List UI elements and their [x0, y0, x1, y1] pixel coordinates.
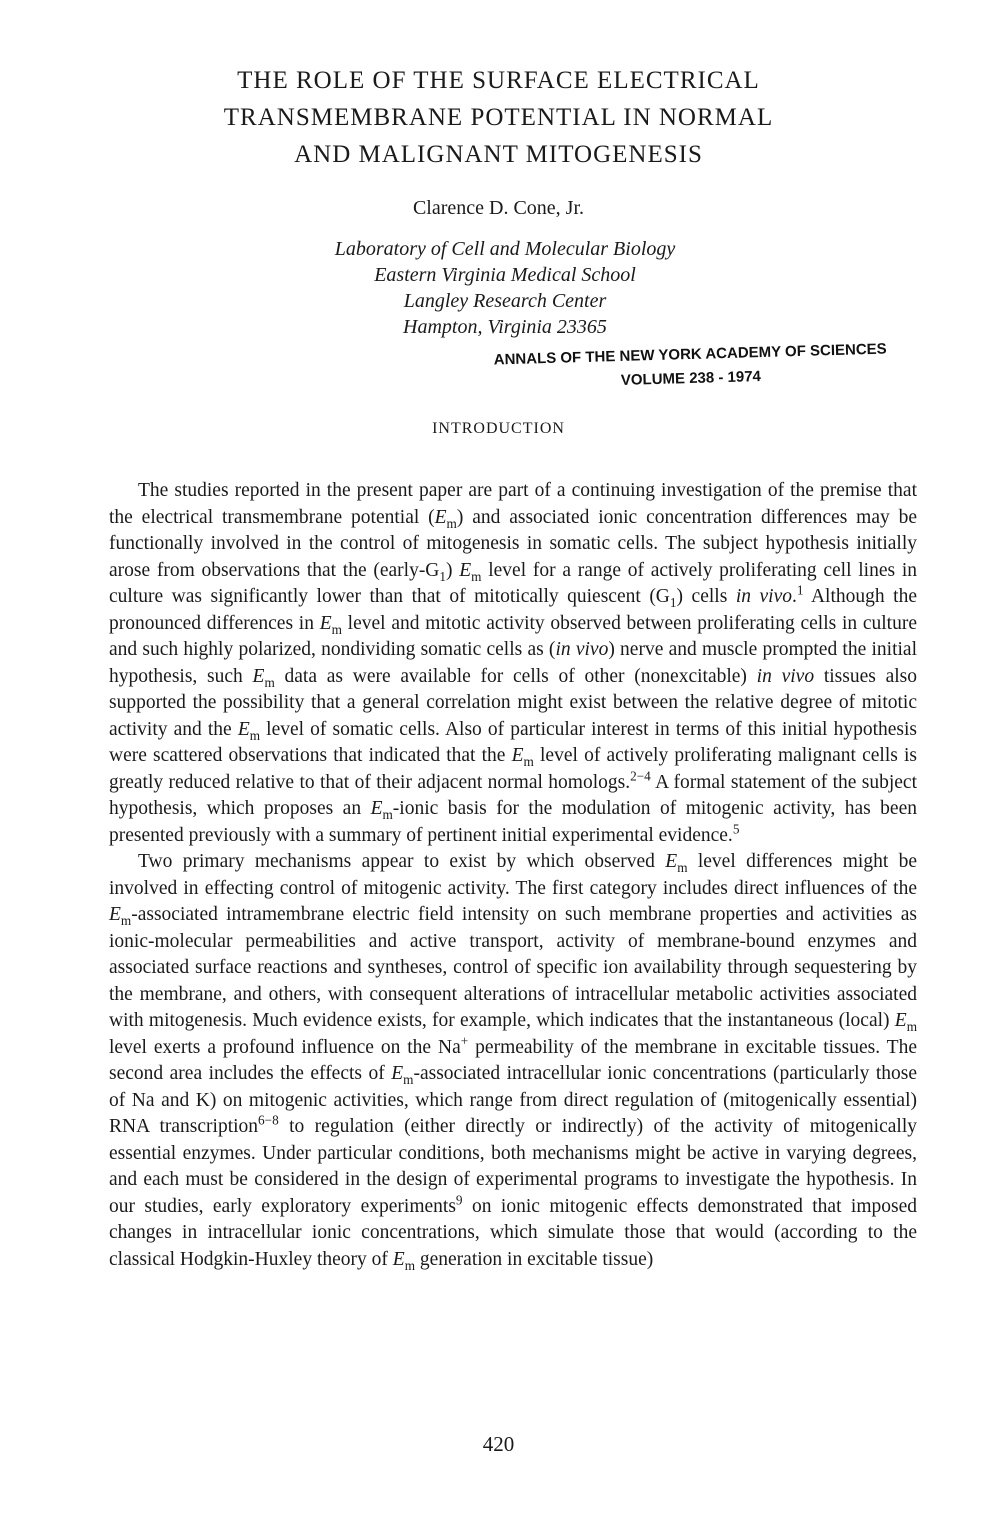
stamp-journal-name: ANNALS OF THE NEW YORK ACADEMY OF SCIENCES	[493, 340, 887, 369]
author-name: Clarence D. Cone, Jr.	[412, 197, 585, 219]
body-text	[109, 478, 917, 1273]
paragraph-2: Two primary mechanisms appear to exist by which observed $E_m$ level differences might be involved in effecting control of mitogenic activity. The first category includes direct influences of the $E_m$-associated intramembrane electric field intensity on such membrane properties and activities as ionic-molecular permeabilities and active transport, activity of membrane-bound enzymes and associated surface reactions and syntheses, control of specific ion availability through sequestering by the membrane, and others, with consequent alterations of intracellular metabolic activities associated with mitogenesis. Much evidence exists, for example, which indicates that the instantaneous (local) $E_m$ level exerts a profound influence on the Na+ permeability of the membrane in excitable tissues. The second area includes the effects of $E_m$-associated intracellular ionic concentrations (particularly those of Na and K) on mitogenic activities, which range from direct regulation of (mitogenically essential) RNA transcription$^{6-8}$ to regulation (either directly or indirectly) of the activity of mitogenically essential enzymes. Under particular conditions, both mechanisms might be active in varying degrees, and each must be considered in the design of experimental programs to investigate the hypothesis. In our studies, early exploratory experiments$^9$ on ionic mitogenic effects demonstrated that imposed changes in intracellular ionic concentrations, which simulate those that would (according to the classical Hodgkin-Huxley theory of $E_m$ generation in excitable tissue)	[109, 851, 918, 1273]
affiliation-line-3: Langley Research Center	[403, 290, 607, 312]
page-number: 420	[482, 1432, 515, 1456]
stamp-volume: VOLUME 238 - 1974	[620, 368, 762, 389]
journal-stamp	[440, 336, 941, 398]
affiliation-line-2: Eastern Virginia Medical School	[374, 264, 636, 286]
paragraph-1: The studies reported in the present paper are part of a continuing investigation of the premise that the electrical transmembrane potential $(E_m)$ and associated ionic concentration differences may be functionally involved in the control of mitogenesis in somatic cells. The subject hypothesis initially arose from observations that the $(early-G_1)$ $E_m$ level for a range of actively proliferating cell lines in culture was significantly lower than that of mitotically quiescent $(G_1)$ cells in vivo.$^1$ Although the pronounced differences in $E_m$ level and mitotic activity observed between proliferating cells in culture and such highly polarized, nondividing somatic cells as (in vivo) nerve and muscle prompted the initial hypothesis, such $E_m$ data as were available for cells of other (nonexcitable) in vivo tissues also supported the possibility that a general correlation might exist between the relative degree of mitotic activity and the $E_m$ level of somatic cells. Also of particular interest in terms of this initial hypothesis were scattered observations that indicated that the $E_m$ level of actively proliferating malignant cells is greatly reduced relative to that of their adjacent normal homologs.$^{2-4}$ A formal statement of the subject hypothesis, which proposes an $E_m$-ionic basis for the modulation of mitogenic activity, has been presented previously with a summary of pertinent initial experimental evidence.$^5$	[109, 480, 918, 846]
title-line-3: AND MALIGNANT MITOGENESIS	[294, 141, 703, 168]
title-line-1: THE ROLE OF THE SURFACE ELECTRICAL	[237, 67, 760, 94]
author-affiliation	[250, 236, 760, 340]
affiliation-line-4: Hampton, Virginia 23365	[403, 316, 607, 338]
section-heading: INTRODUCTION	[432, 420, 565, 437]
paper-title	[150, 62, 847, 173]
title-line-2: TRANSMEMBRANE POTENTIAL IN NORMAL	[223, 104, 774, 131]
affiliation-line-1: Laboratory of Cell and Molecular Biology	[334, 238, 676, 260]
